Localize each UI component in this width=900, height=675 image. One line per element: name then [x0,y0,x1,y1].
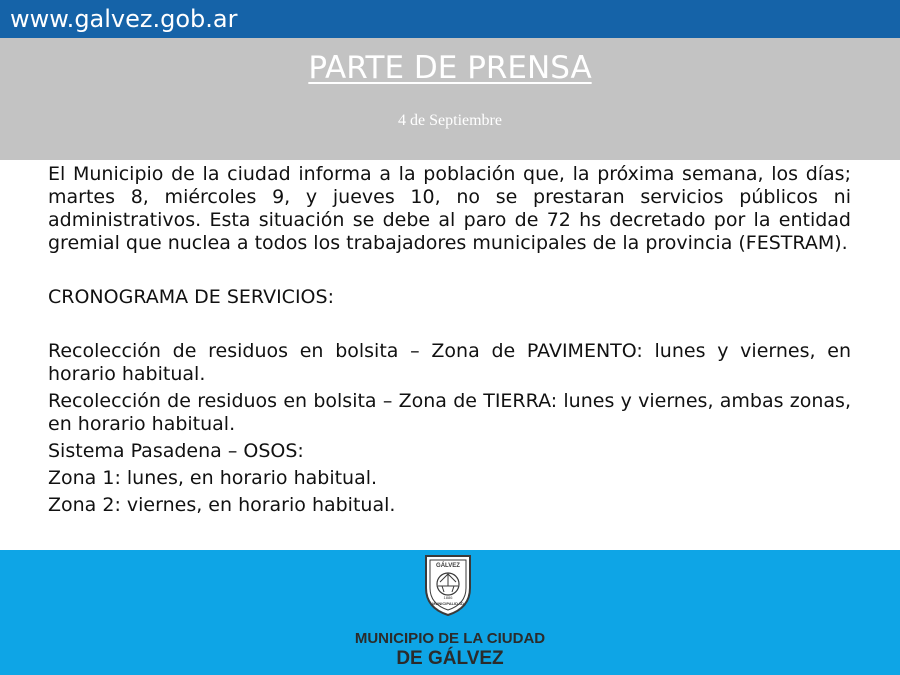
schedule-item-zona-2: Zona 2: viernes, en horario habitual. [48,494,396,516]
schedule-item-zona-1: Zona 1: lunes, en horario habitual. [48,467,378,489]
site-url[interactable]: www.galvez.gob.ar [10,5,238,33]
spacer [48,255,851,286]
seal-bottom-text: MUNICIPALIDAD [432,601,464,606]
schedule-item-pavimento: Recolección de residuos en bolsita – Zona de PAVIMENTO: lunes y viernes, en horario habitual. [48,340,851,385]
press-body [48,163,851,517]
seal-top-text: GÁLVEZ [436,563,460,569]
seal-year: 1886 [443,595,453,600]
org-name-line-2: DE GÁLVEZ [396,648,504,669]
schedule-item-tierra: Recolección de residuos en bolsita – Zona de TIERRA: lunes y viernes, ambas zonas, en horario habitual. [48,390,851,435]
top-bar [0,0,900,38]
municipal-seal-icon [420,552,476,618]
press-date: 4 de Septiembre [398,112,502,129]
page-title: PARTE DE PRENSA [308,50,592,86]
spacer [48,309,851,340]
schedule-heading: CRONOGRAMA DE SERVICIOS: [48,286,334,308]
intro-paragraph: El Municipio de la ciudad informa a la población que, la próxima semana, los días; martes 8, miércoles 9, y jueves 10, no se prestaran servicios públicos ni administrativos. Esta situación se debe al paro de 72 hs decretado por la entidad gremial que nuclea a todos los trabajadores municipales de la provincia (FESTRAM). [48,163,851,254]
schedule-item-pasadena: Sistema Pasadena – OSOS: [48,440,304,462]
org-name-line-1: MUNICIPIO DE LA CIUDAD [354,630,546,647]
